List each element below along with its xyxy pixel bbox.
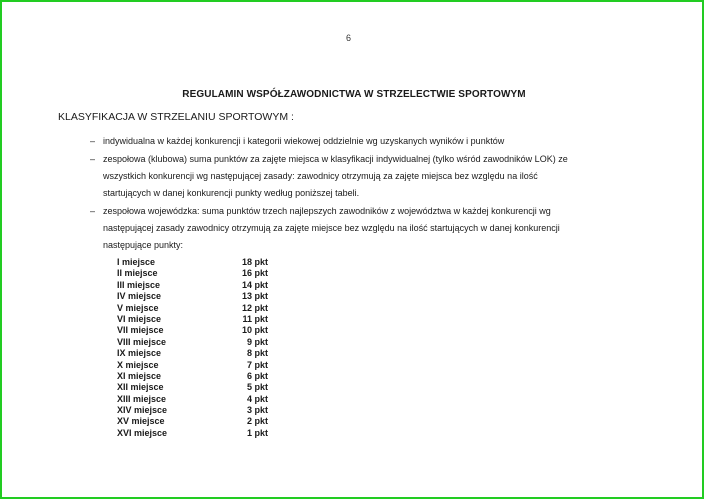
points-value: 9 pkt xyxy=(246,336,268,347)
table-row xyxy=(117,314,317,325)
points-value: 8 pkt xyxy=(246,348,268,359)
table-row xyxy=(117,268,317,279)
bullet-dash: – xyxy=(90,136,96,146)
points-value: 4 pkt xyxy=(246,393,268,404)
section-heading: KLASYFIKACJA W STRZELANIU SPORTOWYM : xyxy=(58,111,294,123)
document-title-text: REGULAMIN WSPÓŁZAWODNICTWA W STRZELECTWIE SPORTOWYM xyxy=(182,89,526,100)
place-label: XI miejsce xyxy=(117,370,162,381)
points-value: 5 pkt xyxy=(246,382,268,393)
table-row xyxy=(117,382,317,393)
bullet-dash: – xyxy=(90,154,96,164)
points-value: 12 pkt xyxy=(241,302,268,313)
place-label: IV miejsce xyxy=(117,291,162,302)
points-value: 7 pkt xyxy=(246,359,268,370)
points-value: 2 pkt xyxy=(246,416,268,427)
points-table xyxy=(117,257,317,439)
points-value: 6 pkt xyxy=(246,370,268,381)
points-value: 18 pkt xyxy=(241,257,268,267)
place-label: XII miejsce xyxy=(117,382,164,393)
bullet-text xyxy=(103,151,568,202)
table-row xyxy=(117,325,317,336)
bullet-line: indywidualna w każdej konkurencji i kategorii wiekowej oddzielnie wg uzyskanych wyników i punktów xyxy=(103,136,505,146)
points-value: 16 pkt xyxy=(241,268,268,279)
document-title xyxy=(2,89,704,100)
table-row xyxy=(117,428,317,439)
bullet-line: wszystkich konkurencji wg następującej zasady: zawodnicy otrzymują za zajęte miejsca bez względu na ilość xyxy=(103,171,538,181)
place-label: IX miejsce xyxy=(117,348,162,359)
table-row xyxy=(117,291,317,302)
place-label: VIII miejsce xyxy=(117,336,167,347)
bullet-text xyxy=(103,133,504,150)
place-label: V miejsce xyxy=(117,302,159,313)
bullet-line: zespołowa wojewódzka: suma punktów trzech najlepszych zawodników z województwa w każdej konkurencji wg xyxy=(103,206,551,216)
place-label: XVI miejsce xyxy=(117,427,168,438)
bullet-line: startujących w danej konkurencji punkty według poniższej tabeli. xyxy=(103,188,360,198)
table-row xyxy=(117,405,317,416)
bullet-text xyxy=(103,203,560,254)
points-value: 13 pkt xyxy=(241,291,268,302)
table-row xyxy=(117,360,317,371)
place-label: XIV miejsce xyxy=(117,405,168,416)
bullet-line: zespołowa (klubowa) suma punktów za zajęte miejsca w klasyfikacji indywidualnej (tylko wśród zawodników LOK) ze xyxy=(103,154,568,164)
place-label: XV miejsce xyxy=(117,416,165,427)
points-value: 10 pkt xyxy=(241,325,268,336)
points-value: 11 pkt xyxy=(242,313,268,324)
bullet-line: następującej zasady zawodnicy otrzymują za zajęte miejsce bez względu na ilość startujących w danej konkurencji xyxy=(103,223,560,233)
place-label: II miejsce xyxy=(117,268,158,279)
table-row xyxy=(117,280,317,291)
place-label: XIII miejsce xyxy=(117,393,167,404)
table-row xyxy=(117,337,317,348)
page-number: 6 xyxy=(346,33,352,43)
place-label: I miejsce xyxy=(117,257,156,267)
points-value: 1 pkt xyxy=(246,427,268,438)
place-label: VII miejsce xyxy=(117,325,164,336)
place-label: VI miejsce xyxy=(117,313,162,324)
table-row xyxy=(117,394,317,405)
table-row xyxy=(117,348,317,359)
bullet-dash: – xyxy=(90,206,96,216)
table-row xyxy=(117,416,317,427)
table-row xyxy=(117,371,317,382)
points-value: 14 pkt xyxy=(241,279,268,290)
place-label: X miejsce xyxy=(117,359,159,370)
table-row xyxy=(117,257,317,268)
place-label: III miejsce xyxy=(117,279,161,290)
points-value: 3 pkt xyxy=(246,405,268,416)
bullet-line: następujące punkty: xyxy=(103,240,184,250)
table-row xyxy=(117,303,317,314)
